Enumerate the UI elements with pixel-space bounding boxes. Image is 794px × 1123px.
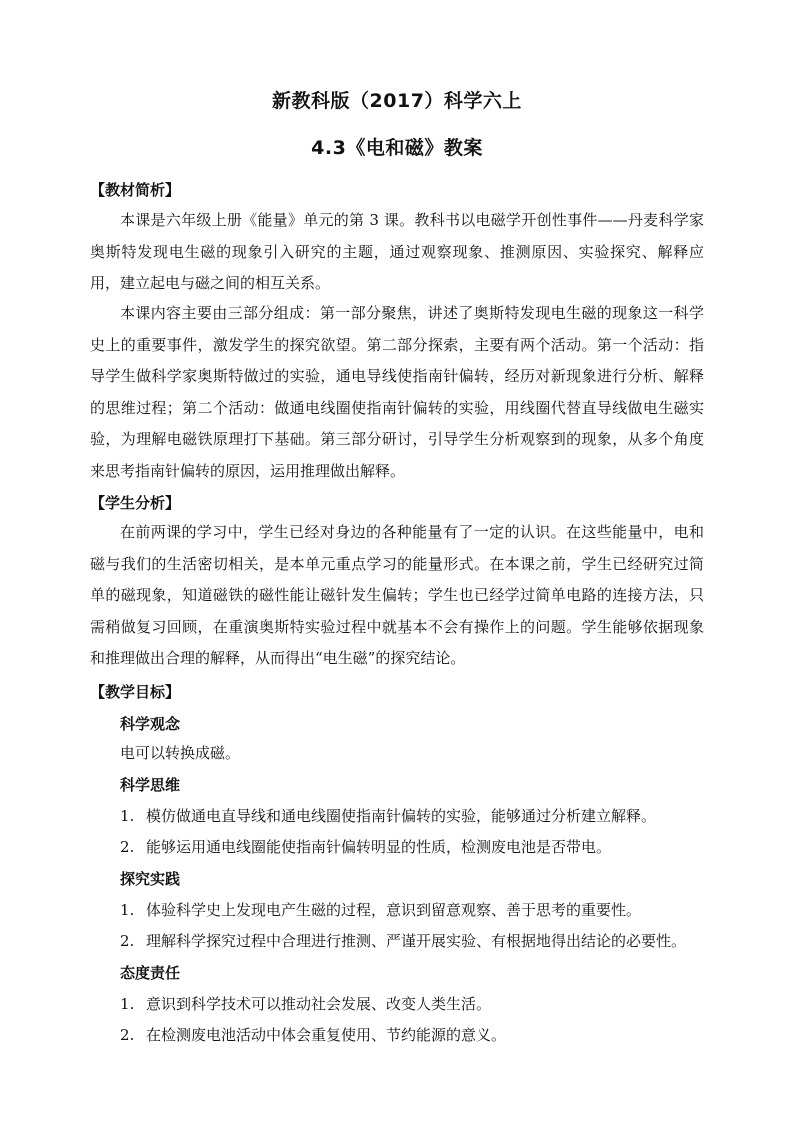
goal-practice-heading: 探究实践 <box>120 870 181 888</box>
goal-concept-text: 电可以转换成磁。 <box>120 744 241 762</box>
list-item-number: 1. <box>120 901 135 919</box>
textbook-paragraph-1: 本课是六年级上册《能量》单元的第 3 课。教科书以电磁学开创性事件——丹麦科学家奥斯特发现电生磁的现象引入研究的主题，通过观察现象、推测原因、实验探究、解释应用，建立起电与磁之间的相互关系。 <box>90 211 704 292</box>
textbook-paragraph-2: 本课内容主要由三部分组成：第一部分聚焦，讲述了奥斯特发现电生磁的现象这一科学史上的重要事件，激发学生的探究欲望。第二部分探索，主要有两个活动。第一个活动：指导学生做科学家奥斯特做过的实验，通电导线使指南针偏转，经历对新现象进行分析、解释的思维过程；第二个活动：做通电线圈使指南针偏转的实验，用线圈代替直导线做电生磁实验，为理解电磁铁原理打下基础。第三部分研讨，引导学生分析观察到的现象，从多个角度来思考指南针偏转的原因，运用推理做出解释。 <box>90 304 704 480</box>
list-item <box>120 836 710 857</box>
section-heading-goals: 【教学目标】 <box>90 683 181 701</box>
goal-concept-heading: 科学观念 <box>120 715 181 733</box>
section-heading-textbook: 【教材简析】 <box>90 181 181 199</box>
list-item-number: 2. <box>120 932 135 950</box>
lesson-title: 4.3《电和磁》教案 <box>311 137 483 159</box>
list-item-text: 能够运用通电线圈能使指南针偏转明显的性质，检测废电池是否带电。 <box>146 838 612 856</box>
list-item-text: 体验科学史上发现电产生磁的过程，意识到留意观察、善于思考的重要性。 <box>146 901 642 919</box>
list-item-text: 意识到科学技术可以推动社会发展、改变人类生活。 <box>146 995 492 1013</box>
students-paragraph: 在前两课的学习中，学生已经对身边的各种能量有了一定的认识。在这些能量中，电和磁与我们的生活密切相关，是本单元重点学习的能量形式。在本课之前，学生已经研究过简单的磁现象，知道磁铁的磁性能让磁针发生偏转；学生也已经学过简单电路的连接方法，只需稍做复习回顾，在重演奥斯特实验过程中就基本不会有操作上的问题。学生能够依据现象和推理做出合理的解释，从而得出“电生磁”的探究结论。 <box>90 523 704 667</box>
list-item-number: 2. <box>120 838 135 856</box>
list-item-number: 1. <box>120 995 135 1013</box>
list-item-text: 理解科学探究过程中合理进行推测、严谨开展实验、有根据地得出结论的必要性。 <box>146 932 687 950</box>
list-item-number: 1. <box>120 807 135 825</box>
list-item <box>120 805 710 826</box>
section-heading-students: 【学生分析】 <box>90 494 181 512</box>
list-item <box>120 1024 710 1045</box>
document-title: 新教科版（2017）科学六上 <box>272 90 522 112</box>
list-item <box>120 899 710 920</box>
list-item-number: 2. <box>120 1026 135 1044</box>
list-item-text: 在检测废电池活动中体会重复使用、节约能源的意义。 <box>146 1026 507 1044</box>
list-item <box>120 930 710 951</box>
goal-thinking-heading: 科学思维 <box>120 776 181 794</box>
list-item-text: 模仿做通电直导线和通电线圈使指南针偏转的实验，能够通过分析建立解释。 <box>146 807 657 825</box>
goal-attitude-heading: 态度责任 <box>120 964 181 982</box>
list-item <box>120 993 710 1014</box>
